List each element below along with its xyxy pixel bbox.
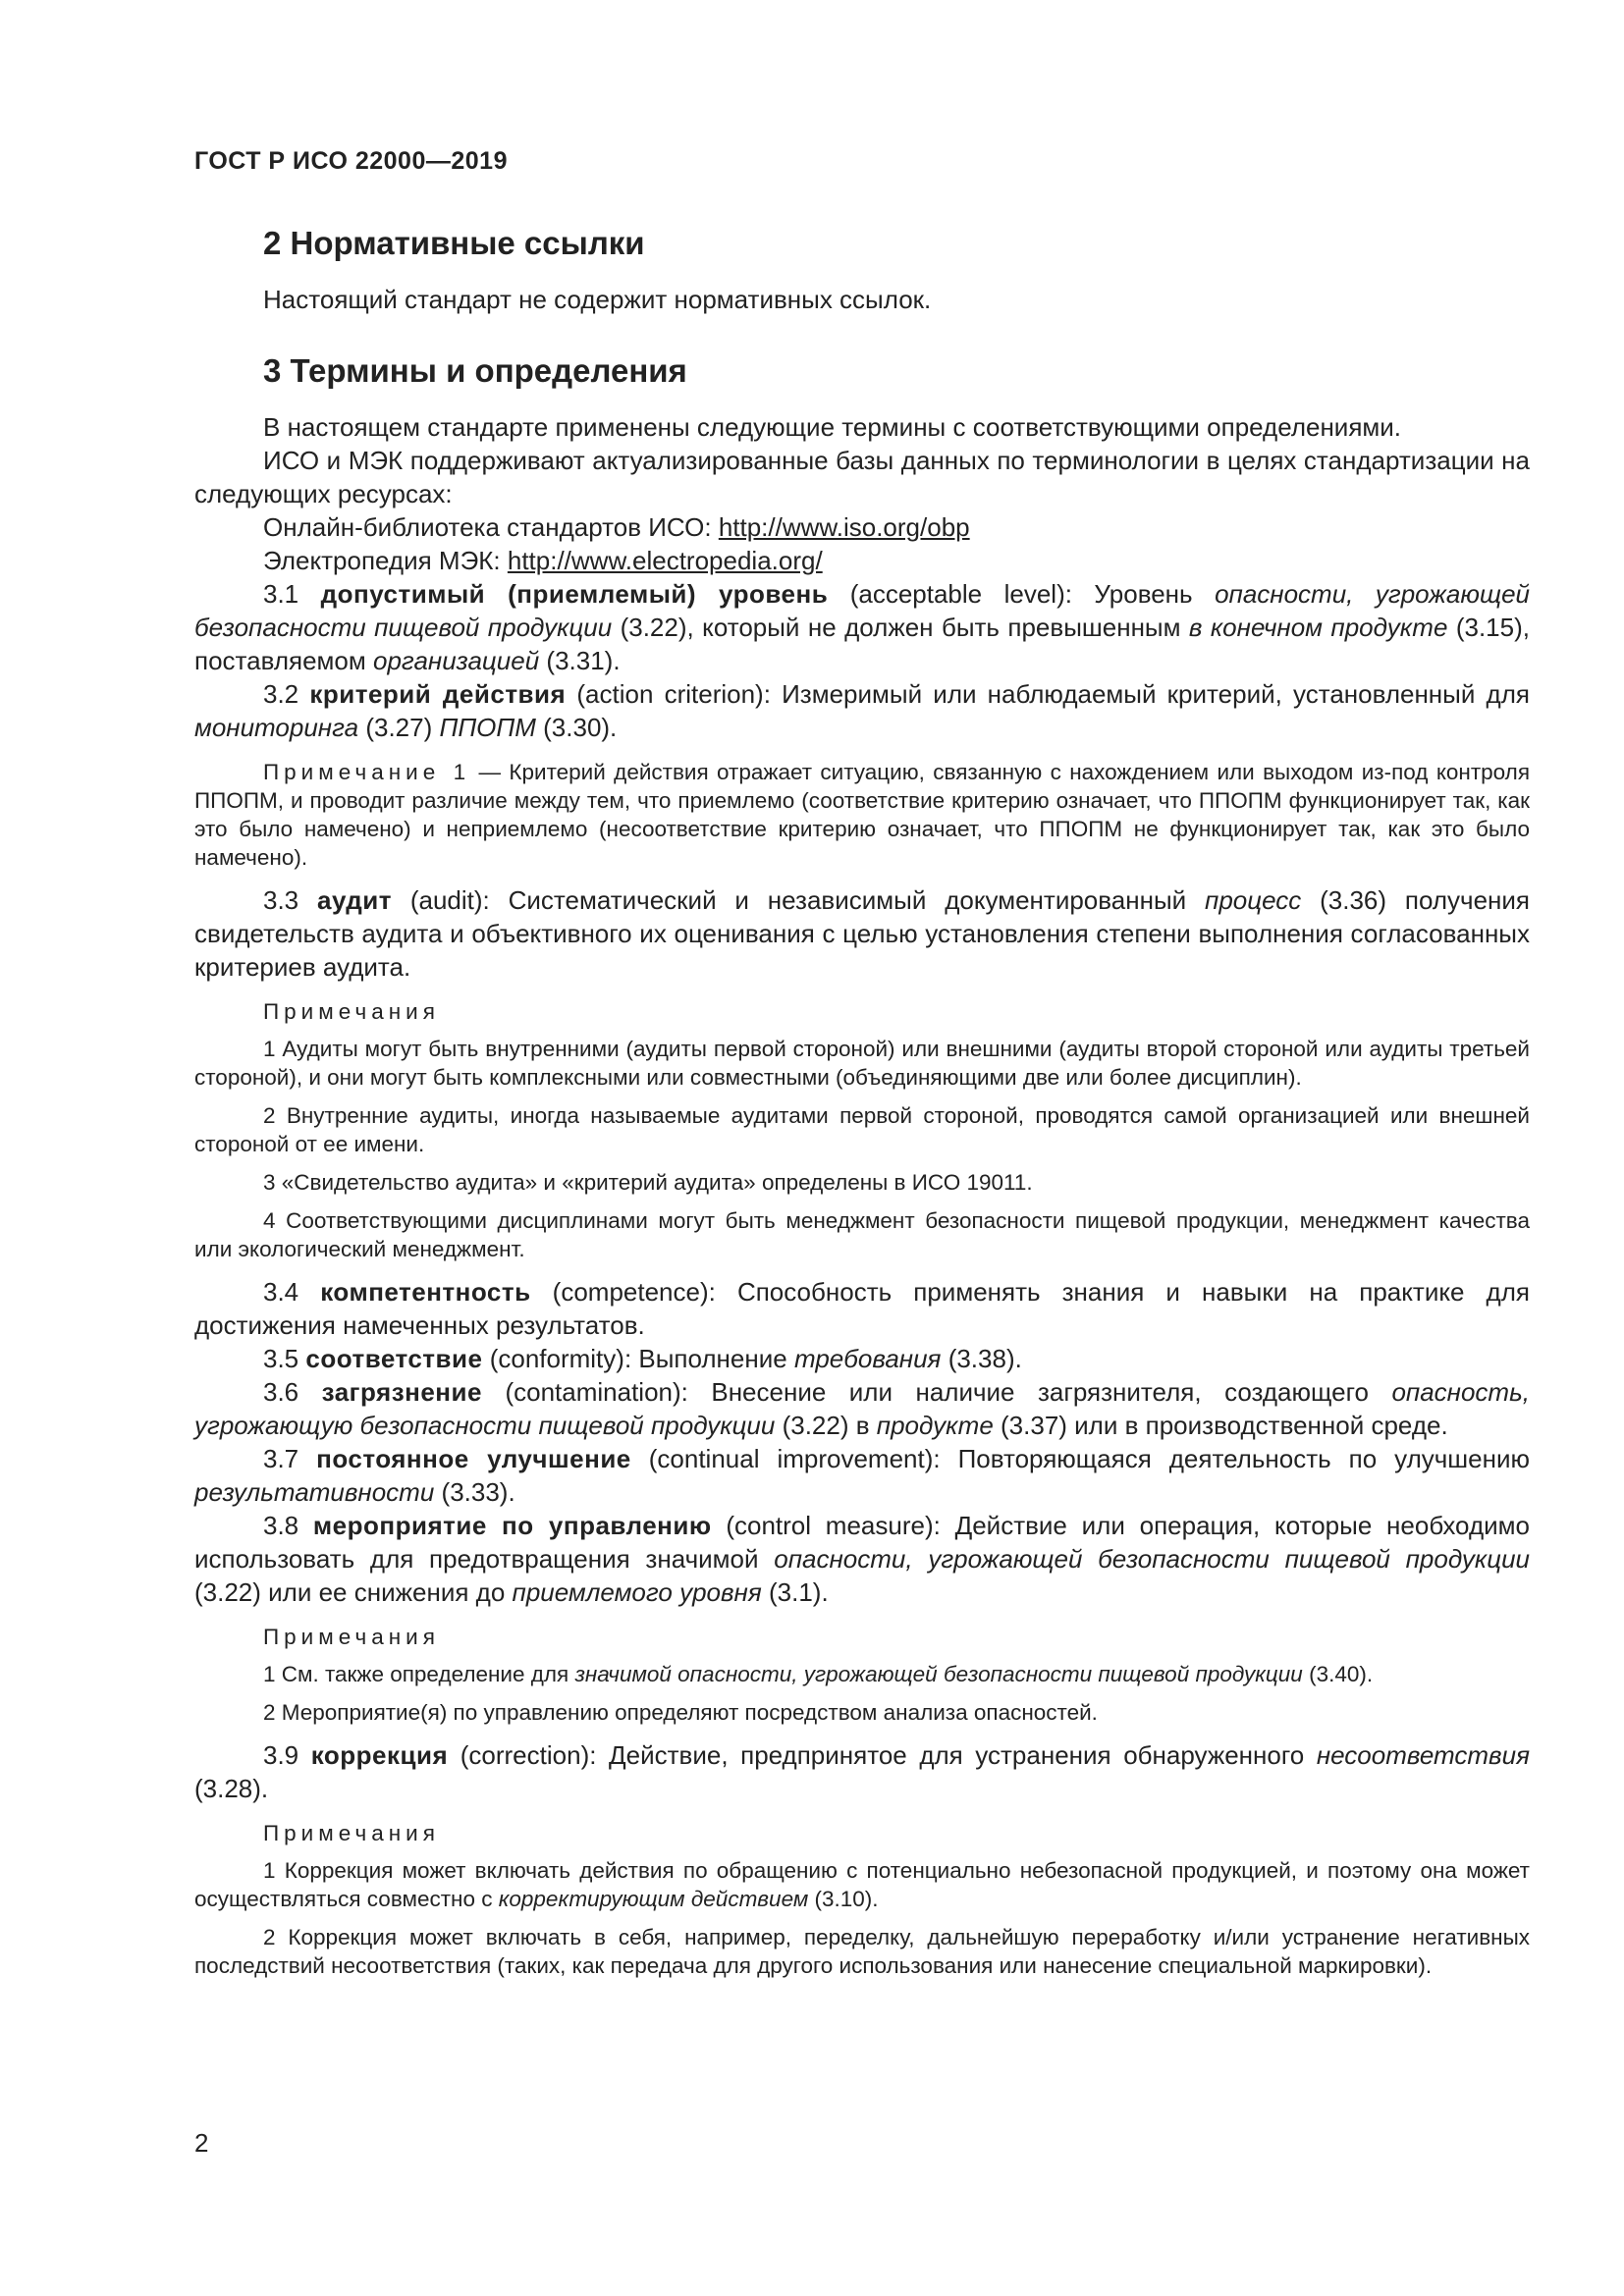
term-number: 3.1: [263, 579, 299, 609]
term-reference: несоответствия: [1316, 1740, 1530, 1770]
term-3-9: [194, 1738, 1530, 1805]
resource-line-iec: [194, 544, 1530, 577]
section-2-text: Настоящий стандарт не содержит нормативных ссылок.: [263, 285, 932, 314]
resource-label: Электропедия МЭК:: [263, 546, 508, 575]
term-number: 3.7: [263, 1444, 299, 1473]
note-item: [194, 1856, 1530, 1913]
page-number: 2: [194, 2128, 209, 2158]
term-3-8: [194, 1509, 1530, 1609]
iso-obp-link[interactable]: http://www.iso.org/obp: [718, 512, 970, 542]
section-3-intro: [194, 410, 1530, 577]
term-reference: процесс: [1205, 885, 1302, 915]
term-3-3-notes: [194, 997, 1530, 1263]
term-definition: (3.38).: [947, 1344, 1022, 1373]
term-reference: приемлемого уровня: [512, 1577, 762, 1607]
term-number: 3.9: [263, 1740, 299, 1770]
note-reference: значимой опасности, угрожающей безопасности пищевой продукции: [574, 1662, 1303, 1686]
term-definition: (continual improvement): Повторяющаяся деятельность по улучшению: [648, 1444, 1530, 1473]
term-definition: (3.15), поставляемом: [194, 613, 1530, 675]
term-number: 3.8: [263, 1511, 299, 1540]
term-reference: требования: [793, 1344, 942, 1373]
term-3-5: [194, 1342, 1530, 1375]
note-reference: корректирующим действием: [498, 1887, 809, 1911]
note-text: [194, 758, 1530, 872]
intro-paragraph: ИСО и МЭК поддерживают актуализированные базы данных по терминологии в целях стандартизации на следующих ресурсах:: [194, 446, 1530, 508]
note-item: [194, 1660, 1530, 1688]
term-number: 3.6: [263, 1377, 299, 1407]
term-3-8-notes: [194, 1623, 1530, 1727]
term-name: допустимый (приемлемый) уровень: [320, 579, 829, 609]
note-body: (3.40).: [1309, 1662, 1374, 1686]
electropedia-link[interactable]: http://www.electropedia.org/: [507, 546, 823, 575]
term-number: 3.5: [263, 1344, 299, 1373]
term-name: соответствие: [305, 1344, 483, 1373]
term-definition: (3.27): [365, 713, 433, 742]
note-body: (3.10).: [814, 1887, 879, 1911]
term-definition: (conformity): Выполнение: [489, 1344, 787, 1373]
term-reference: продукте: [876, 1411, 994, 1440]
section-3-title: 3 Термины и определения: [263, 352, 687, 389]
term-name: критерий действия: [309, 679, 567, 709]
term-definition: (3.1).: [769, 1577, 829, 1607]
term-reference: в конечном продукте: [1188, 613, 1448, 642]
note-item: 2 Мероприятие(я) по управлению определяют посредством анализа опасностей.: [263, 1700, 1098, 1725]
term-number: 3.2: [263, 679, 299, 709]
term-3-3: [194, 883, 1530, 984]
notes-heading: Примечания: [263, 1625, 440, 1649]
note-item: 2 Коррекция может включать в себя, например, переделку, дальнейшую переработку и/или устранение негативных последствий несоответствия (таких, как передача для другого использования или нанесение специальной маркировки).: [194, 1925, 1530, 1978]
note-body: 1 Коррекция может включать действия по обращению с потенциально небезопасной продукцией, и поэтому она может осуществляться совместно с: [194, 1858, 1530, 1911]
document-code-header: ГОСТ Р ИСО 22000—2019: [194, 147, 508, 175]
term-reference: опасности, угрожающей безопасности пищевой продукции: [194, 579, 1530, 642]
term-definition: (3.37) или в производственной среде.: [1001, 1411, 1448, 1440]
term-3-7: [194, 1442, 1530, 1509]
notes-heading: Примечания: [263, 999, 440, 1024]
term-reference: организацией: [373, 646, 540, 675]
term-3-4: [194, 1275, 1530, 1342]
term-definition: (3.33).: [441, 1477, 515, 1507]
term-definition: (3.22) или ее снижения до: [194, 1577, 506, 1607]
term-3-6: [194, 1375, 1530, 1442]
term-3-2-note: [194, 758, 1530, 872]
term-definition: (audit): Систематический и независимый документированный: [409, 885, 1187, 915]
term-definition: (3.31).: [546, 646, 621, 675]
term-definition: (correction): Действие, предпринятое для устранения обнаруженного: [460, 1740, 1305, 1770]
term-name: постоянное улучшение: [316, 1444, 631, 1473]
term-definition: (3.22) в: [782, 1411, 870, 1440]
term-name: аудит: [317, 885, 392, 915]
term-3-2: [194, 677, 1530, 744]
term-name: загрязнение: [321, 1377, 482, 1407]
resource-label: Онлайн-библиотека стандартов ИСО:: [263, 512, 719, 542]
note-item: 4 Соответствующими дисциплинами могут быть менеджмент безопасности пищевой продукции, менеджмент качества или экологический менеджмент.: [194, 1208, 1530, 1261]
term-reference: мониторинга: [194, 713, 359, 742]
term-definition: (contamination): Внесение или наличие загрязнителя, создающего: [505, 1377, 1369, 1407]
note-body: — Критерий действия отражает ситуацию, связанную с нахождением или выходом из-под контроля ППОПМ, и проводит различие между тем, что приемлемо (соответствие критерию означает, что ППОПМ функционирует так, как это было намечено) и неприемлемо (несоответствие критерию означает, что ППОПМ не функционирует так, как это было намечено).: [194, 760, 1530, 870]
note-item: 1 Аудиты могут быть внутренними (аудиты первой стороной) или внешними (аудиты второй стороной или аудиты третьей стороной), и они могут быть комплексными или совместными (объединяющими две или более дисциплин).: [194, 1037, 1530, 1090]
term-definition: (action criterion): Измеримый или наблюдаемый критерий, установленный для: [576, 679, 1530, 709]
term-reference: результативности: [194, 1477, 435, 1507]
resource-line-iso: [194, 510, 1530, 544]
term-definition: (control measure): Действие или операция, которые необходимо использовать для предотвращения значимой: [194, 1511, 1530, 1574]
term-definition: (3.28).: [194, 1774, 269, 1803]
term-number: 3.4: [263, 1277, 299, 1307]
term-definition: (3.22), который не должен быть превышенным: [620, 613, 1181, 642]
term-name: мероприятие по управлению: [312, 1511, 712, 1540]
notes-heading: Примечания: [263, 1821, 440, 1845]
section-2-title: 2 Нормативные ссылки: [263, 225, 645, 261]
term-reference: ППОПМ: [439, 713, 536, 742]
term-definition: (3.36) получения свидетельств аудита и объективного их оценивания с целью установления степени выполнения согласованных критериев аудита.: [194, 885, 1530, 982]
term-definition: (competence): Способность применять знания и навыки на практике для достижения намеченных результатов.: [194, 1277, 1530, 1340]
term-3-9-notes: [194, 1819, 1530, 1980]
note-item: 2 Внутренние аудиты, иногда называемые аудитами первой стороной, проводятся самой организацией или внешней стороной от ее имени.: [194, 1103, 1530, 1156]
note-item: 3 «Свидетельство аудита» и «критерий аудита» определены в ИСО 19011.: [263, 1170, 1033, 1195]
term-3-1: [194, 577, 1530, 677]
page-content: [194, 222, 1530, 1992]
note-body: 1 См. также определение для: [263, 1662, 569, 1686]
term-name: коррекция: [310, 1740, 449, 1770]
term-definition: (acceptable level): Уровень: [849, 579, 1193, 609]
note-label: Примечание 1: [263, 760, 471, 784]
term-definition: (3.30).: [543, 713, 618, 742]
term-reference: опасность, угрожающую безопасности пищевой продукции: [194, 1377, 1530, 1440]
term-name: компетентность: [320, 1277, 531, 1307]
term-number: 3.3: [263, 885, 299, 915]
intro-paragraph: В настоящем стандарте применены следующие термины с соответствующими определениями.: [263, 412, 1402, 442]
term-reference: опасности, угрожающей безопасности пищевой продукции: [774, 1544, 1530, 1574]
